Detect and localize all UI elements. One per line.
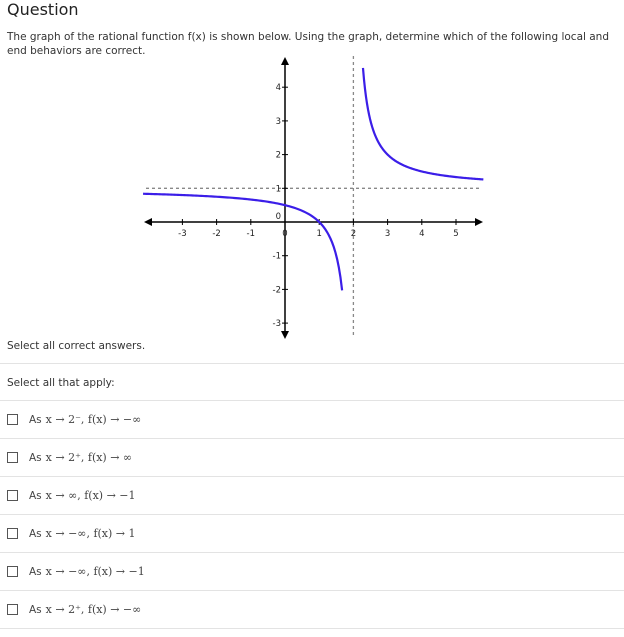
option-label: As x → 2⁺, f(x) → ∞ bbox=[29, 450, 133, 464]
y-tick-label: 2 bbox=[275, 150, 281, 161]
x-tick-label: 5 bbox=[453, 229, 459, 239]
checkbox[interactable] bbox=[7, 528, 18, 539]
answer-option[interactable] bbox=[0, 553, 624, 589]
checkbox[interactable] bbox=[7, 414, 18, 425]
answer-option[interactable] bbox=[0, 401, 624, 437]
rational-function-graph bbox=[140, 52, 490, 342]
question-heading: Question bbox=[7, 0, 79, 19]
x-tick-label: 2 bbox=[350, 229, 357, 239]
x-tick-label: 4 bbox=[419, 229, 425, 239]
x-tick-label: 0 bbox=[282, 229, 288, 239]
y-axis-arrow-up bbox=[281, 57, 289, 65]
y-tick-label: 0 bbox=[275, 212, 281, 222]
x-tick-label: -2 bbox=[212, 229, 221, 239]
answer-option[interactable] bbox=[0, 439, 624, 475]
x-tick-label: -3 bbox=[178, 229, 187, 239]
y-tick-label: -1 bbox=[272, 251, 281, 262]
checkbox[interactable] bbox=[7, 604, 18, 615]
select-all-correct-note: Select all correct answers. bbox=[7, 340, 146, 352]
answer-option[interactable] bbox=[0, 515, 624, 551]
separator bbox=[0, 628, 624, 629]
checkbox[interactable] bbox=[7, 566, 18, 577]
y-tick-label: 4 bbox=[275, 83, 281, 94]
select-all-apply-label: Select all that apply: bbox=[7, 377, 115, 389]
x-axis-arrow-left bbox=[144, 218, 152, 226]
answer-option[interactable] bbox=[0, 477, 624, 513]
checkbox[interactable] bbox=[7, 490, 18, 501]
y-tick-label: -3 bbox=[272, 319, 281, 330]
x-tick-label: 3 bbox=[384, 229, 391, 239]
question-text: The graph of the rational function f(x) is shown below. Using the graph, determine which of the following local and end behaviors are correct. bbox=[7, 31, 610, 57]
x-tick-label: 1 bbox=[316, 229, 322, 239]
curve-right-branch bbox=[363, 68, 483, 179]
separator bbox=[0, 363, 624, 364]
y-tick-label: -2 bbox=[272, 285, 281, 296]
y-axis-arrow-down bbox=[281, 331, 289, 339]
x-tick-label: -1 bbox=[246, 229, 256, 239]
option-label: As x → 2⁻, f(x) → −∞ bbox=[29, 412, 142, 426]
option-label: As x → ∞, f(x) → −1 bbox=[29, 488, 136, 502]
option-label: As x → 2⁺, f(x) → −∞ bbox=[29, 602, 142, 616]
y-tick-label: 1 bbox=[275, 184, 281, 195]
checkbox[interactable] bbox=[7, 452, 18, 463]
x-axis-arrow-right bbox=[475, 218, 483, 226]
option-label: As x → −∞, f(x) → 1 bbox=[29, 526, 136, 540]
option-label: As x → −∞, f(x) → −1 bbox=[29, 564, 145, 578]
y-tick-label: 3 bbox=[275, 116, 281, 127]
answer-option[interactable] bbox=[0, 591, 624, 627]
curve-left-branch bbox=[143, 194, 342, 291]
